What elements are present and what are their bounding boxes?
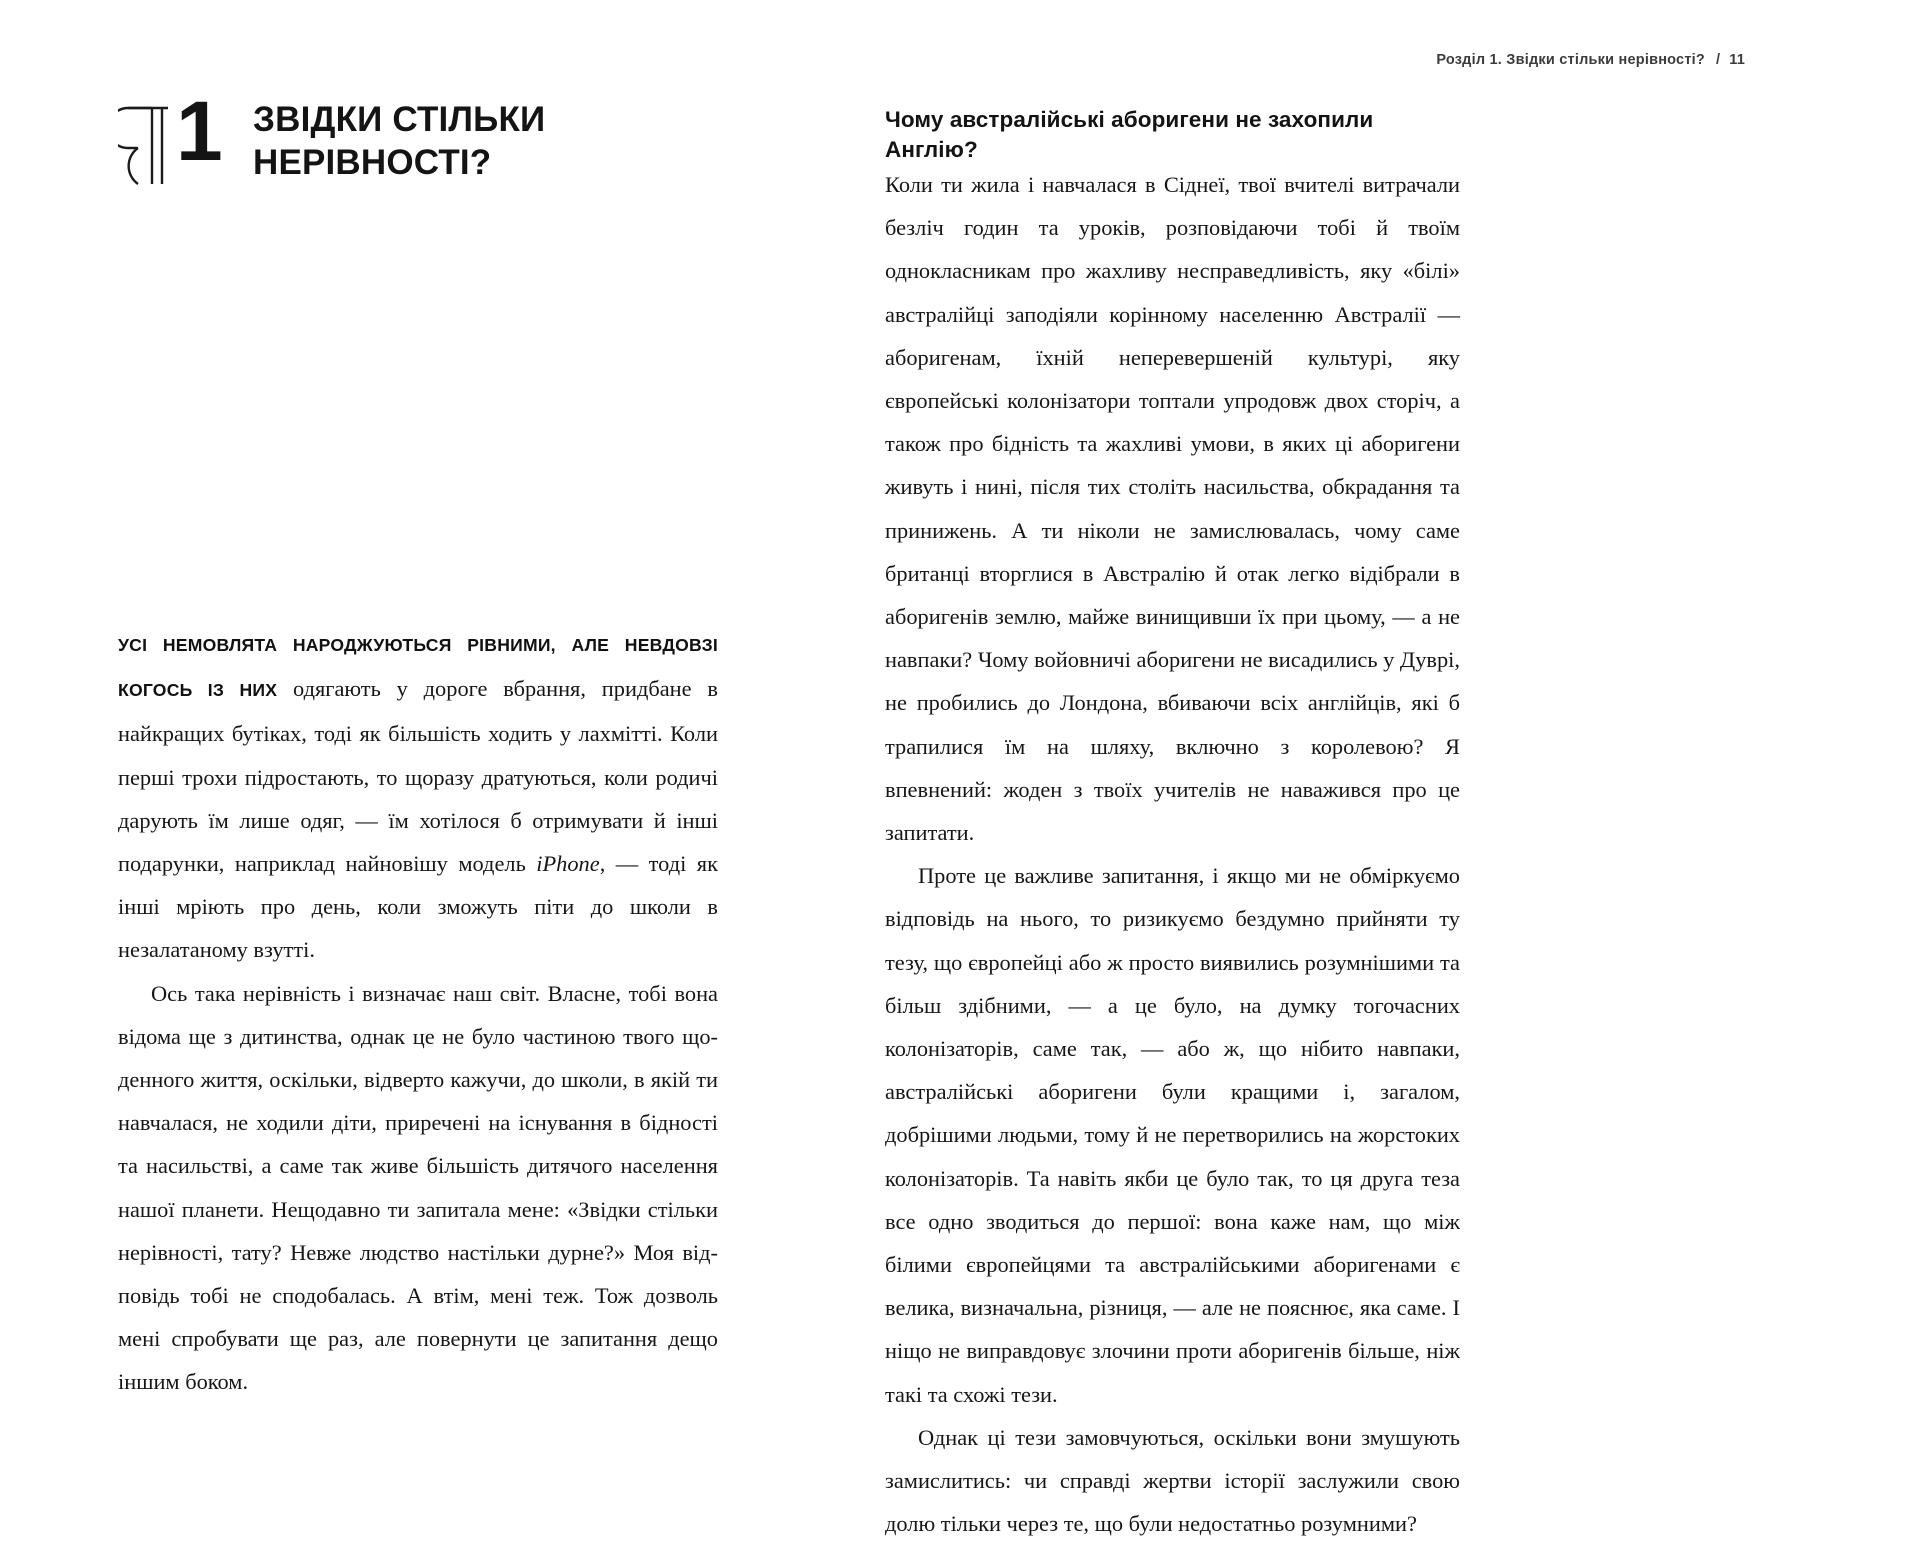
chapter-number: 1 bbox=[176, 84, 222, 178]
left-column-body bbox=[118, 622, 718, 1404]
right-page-column bbox=[885, 0, 1460, 1537]
chapter-title bbox=[253, 98, 718, 185]
chapter-title-line-2: НЕРІВНОСТІ? bbox=[253, 143, 492, 183]
running-header-chapter: Розділ 1. Звідки стільки нерівності? bbox=[1436, 52, 1705, 68]
chapter-opener bbox=[118, 84, 718, 208]
italic-term: iPhone bbox=[536, 851, 600, 877]
paragraph: Коли ти жила і навчалася в Сіднеї, твої вчителі витрачали безліч годин та уроків, розповідаючи тобі й твоїм однокласникам про жахливу несправедливість, яку «білі» австралійці заподіяли корінному населенню Австралії — аборигенам, їхній неперевершеній культурі, яку європейські колонізатори топтали упродовж двох сторіч, а також про бідність та жахливі умови, в яких ці аборигени живуть і нині, після тих століть насильства, обкрадання та принижень. А ти ніколи не замислювалась, чому саме британці вторглися в Австралію й отак легко відібрали в аборигенів землю, майже винищивши їх при цьому, — а не навпаки? Чому войовничі аборигени не висадились у Дуврі, не пробились до Лондона, вбиваючи всіх англійців, які б трапилися їм на шляху, включно з королевою? Я впевнений: жоден з твоїх учителів не наважився про це запитати. bbox=[885, 172, 1460, 846]
paragraph-text: одягають у дороге вбрання, придбане в найкращих бутіках, тоді як більшість ходить у лахмітті. Коли перші трохи підростають, то щоразу дратуються, коли родичі дарують їм лише одяг, — їм хотілося б отримувати й інші подарунки, наприклад найновішу модель bbox=[118, 676, 718, 877]
paragraph bbox=[118, 622, 718, 972]
section-heading: Чому австралійські аборигени не захопили Англію? bbox=[885, 107, 1374, 162]
pilcrow-icon bbox=[118, 104, 174, 190]
paragraph-tail: , — тоді як інші мріють про день, коли зможуть піти до школи в незалатаному взутті. bbox=[118, 851, 718, 963]
paragraph: Ось така нерівність і визначає наш світ. Власне, тобі вона відома ще з дитинства, однак це не було частиною твого щоденного життя, оскільки, відверто кажучи, до школи, в якій ти навчалася, не ходили діти, приречені на існування в бідності та насильстві, а саме так живе більшість дитячого населення нашої планети. Нещодавно ти запитала мене: «Звідки стільки нерівності, тату? Невже людство настільки дурне?» Моя відповідь тобі не сподобалась. А втім, мені теж. Тож дозволь мені спробувати ще раз, але повернути це запитання дещо іншим боком. bbox=[118, 980, 718, 1395]
paragraph: Однак ці тези замовчуються, оскільки вони змушують замислитись: чи справді жертви історії заслужили свою долю тільки через те, що були недостатньо розумними? bbox=[885, 1424, 1460, 1537]
right-column-body bbox=[885, 163, 1460, 1546]
paragraph-leadin: УСІ НЕМОВЛЯТА НАРОДЖУЮТЬСЯ РІВНИМИ, АЛЕ НЕВДОВЗІ КОГОСЬ ІЗ НИХ bbox=[118, 635, 718, 701]
left-page-column bbox=[118, 0, 718, 1395]
running-header bbox=[1436, 52, 1745, 68]
running-header-separator: / bbox=[1715, 52, 1721, 68]
paragraph: Проте це важливе запитання, і якщо ми не обміркуємо відповідь на нього, то ризикуємо бездумно прийняти ту тезу, що європейці або ж просто виявились розумнішими та більш здібними, — а це було, на думку тогочасних колонізаторів, саме так, — або ж, що нібито навпаки, австралійські аборигени були кращими і, загалом, добрішими людьми, тому й не перетворились на жорстоких колонізаторів. Та навіть якби це було так, то ця друга теза все одно зводиться до першої: вона каже нам, що між білими європейцями та австралійськими аборигенами є велика, визначальна, різниця, — але не пояснює, яка саме. І ніщо не виправдовує злочини проти аборигенів більше, ніж такі та схожі тези. bbox=[885, 863, 1460, 1407]
chapter-title-line-1: ЗВІДКИ СТІЛЬКИ bbox=[253, 100, 546, 139]
page-number: 11 bbox=[1729, 52, 1745, 68]
